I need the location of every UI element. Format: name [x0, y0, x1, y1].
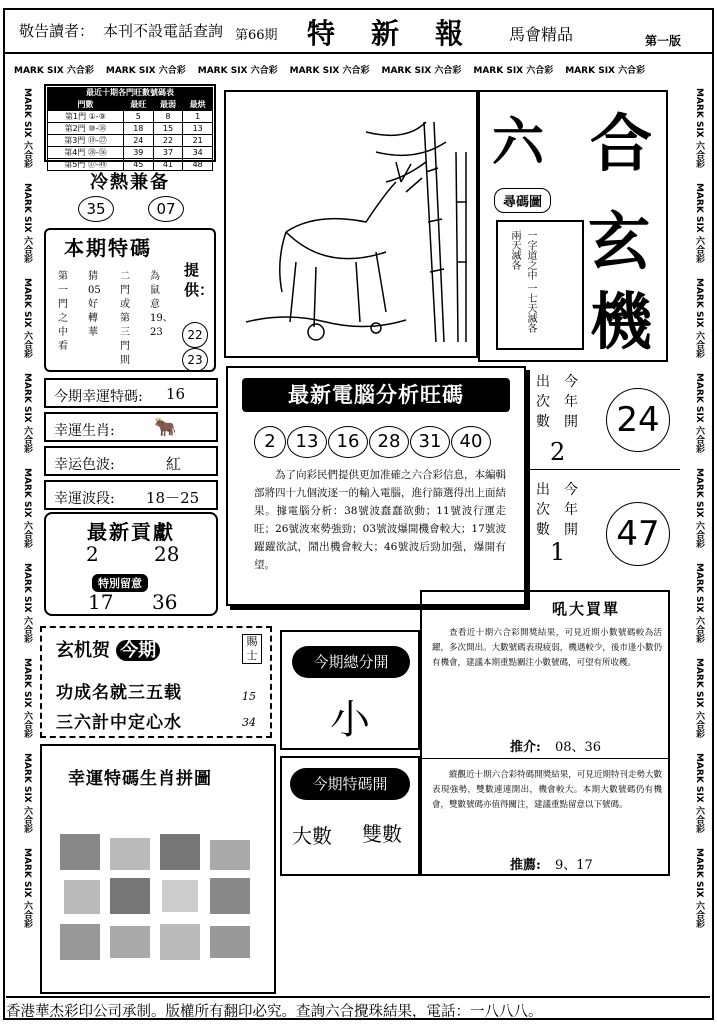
strip-item: MARK SIX 六合彩 — [694, 278, 704, 358]
computer-numbers — [254, 426, 504, 456]
special-code-title: 本期特碼 — [64, 236, 152, 260]
table-row — [48, 123, 213, 135]
number-ball: 40 — [451, 426, 491, 458]
lucky-value: 18－25 — [146, 489, 200, 507]
number-ball: 2 — [254, 426, 286, 458]
table-cell: 48 — [183, 159, 213, 171]
special-open-box — [280, 756, 420, 876]
table-row — [48, 111, 213, 123]
table-cell: 21 — [183, 135, 213, 147]
table-header: 最旺 — [123, 99, 153, 111]
table-header-row — [48, 99, 213, 111]
recommend-row — [510, 854, 593, 873]
contribution-number: 2 — [86, 542, 99, 566]
count-value: 2 — [550, 438, 566, 466]
strip-item: MARK SIX 六合彩 — [694, 88, 704, 168]
table-cell: 5 — [123, 111, 153, 123]
divider — [422, 758, 668, 759]
lucky-row — [44, 378, 218, 408]
count-label: 今年開 — [564, 374, 578, 430]
table-header: 最烘 — [183, 99, 213, 111]
lucky-row — [44, 480, 218, 510]
big-title-char: 玄 — [588, 205, 651, 278]
scroll-text: 一字道之中 一七天滅各 兩天滅各 — [509, 230, 536, 334]
table-cell: 15 — [153, 123, 183, 135]
total-open-box — [280, 630, 420, 750]
ox-icon: 🐂 — [154, 417, 177, 438]
strip-item: MARK SIX 六合彩 — [565, 65, 646, 76]
lucky-row — [44, 412, 218, 442]
xuanji-title-badge: 今期 — [116, 640, 160, 661]
notice-label: 敬告讀者： — [19, 22, 95, 40]
special-code-ball: 22 — [182, 322, 208, 348]
table-cell: 第2門 ⑩-⑱ — [48, 123, 124, 135]
computer-text: 為了向彩民們提供更加准確之六合彩信息，本編輯部將四十九個波逐一的輸入電腦，進行篩選得出上面結果。據電腦分析：38號波蠢蠢欲動；11號波行運走旺；26號波來勢強勁；03號波爆開機會較大；17號波躍躍欲試，鬧出機會較大；46號波后勁加强，爆開有望。 — [254, 469, 506, 571]
strip-item: MARK SIX 六合彩 — [14, 65, 94, 76]
contribution-box — [44, 512, 218, 616]
history-table-title: 最近十期各門旺數號碼表 — [47, 87, 213, 98]
edition-label: 第一版 — [645, 34, 682, 48]
big-title-char: 六 — [492, 112, 545, 173]
scroll-box — [496, 220, 584, 350]
table-row — [48, 147, 213, 159]
header — [5, 10, 712, 54]
table-cell: 第5門 ㊲-㊾ — [48, 159, 124, 171]
lucky-label: 幸運生肖: — [54, 423, 115, 439]
recommend-row — [510, 736, 601, 755]
recommend-value: 08、36 — [554, 740, 602, 755]
computer-analysis-box — [226, 366, 526, 606]
table-header: 最弱 — [153, 99, 183, 111]
table-cell: 39 — [123, 147, 153, 159]
shout-box — [420, 590, 670, 876]
zodiac-puzzle-title: 幸運特碼生肖拼圖 — [68, 769, 212, 789]
xuanji-box — [40, 626, 272, 738]
strip-item: MARK SIX 六合彩 — [22, 753, 32, 833]
xuanji-line2: 三六計中定心水 — [56, 713, 182, 733]
count-number-ball: 47 — [606, 502, 670, 566]
xuanji-title — [56, 636, 160, 662]
history-table-box — [44, 84, 216, 169]
strip-item: MARK SIX 六合彩 — [22, 278, 32, 358]
table-cell: 1 — [183, 111, 213, 123]
strip-item: MARK SIX 六合彩 — [694, 563, 704, 643]
table-cell: 22 — [153, 135, 183, 147]
big-title-char: 合 — [590, 107, 653, 180]
number-ball: 16 — [328, 426, 368, 458]
count-box — [530, 366, 680, 470]
contribution-tag: 特別留意 — [92, 574, 148, 592]
xuanji-title-prefix: 玄机贺 — [56, 640, 110, 661]
contribution-number: 17 — [88, 590, 114, 614]
lucky-label: 今期幸運特碼: — [54, 389, 143, 405]
zodiac-puzzle-box — [40, 744, 276, 994]
xuanji-side-number: 15 — [242, 690, 256, 703]
hot-cold-ball: 35 — [78, 196, 114, 222]
strip-item: MARK SIX 六合彩 — [22, 658, 32, 738]
table-cell: 第1門 ①-⑨ — [48, 111, 124, 123]
strip-item: MARK SIX 六合彩 — [381, 65, 462, 76]
table-cell: 41 — [153, 159, 183, 171]
strip-item: MARK SIX 六合彩 — [694, 658, 704, 738]
zodiac-puzzle-image — [60, 834, 260, 984]
count-number-ball: 24 — [606, 388, 670, 452]
strip-item: MARK SIX 六合彩 — [22, 563, 32, 643]
table-cell: 第4門 ㉘-㊱ — [48, 147, 124, 159]
table-cell: 34 — [183, 147, 213, 159]
hot-cold-box — [44, 164, 216, 224]
strip-item: MARK SIX 六合彩 — [473, 65, 554, 76]
special-open-option: 雙數 — [362, 822, 402, 846]
count-label: 出次數 — [536, 482, 550, 538]
shout-text: 查看近十期六合彩開獎結果，可見近期小數號碼較為活躍，多次開出。大數號碼表現疲弱，機遇較少，後市逢小數仍有機會，建議本期重點關注小數號碼，可望有所收穫。 — [432, 628, 662, 668]
strip-item: MARK SIX 六合彩 — [22, 468, 32, 548]
shout-text: 縱觀近十期六合彩特碼開獎結果，可見近期特刊走勢大數表現強勢，雙數連連開出，機會較大。本期大數號碼仍有機會，雙數號碼亦值得關注，建議重點留意以下號碼。 — [432, 770, 662, 810]
table-cell: 45 — [123, 159, 153, 171]
hot-cold-ball: 07 — [148, 196, 184, 222]
newspaper-title: 特 新 報 — [307, 17, 468, 50]
special-code-box — [44, 228, 216, 372]
lucky-label: 幸运色波: — [54, 457, 115, 473]
strip-item: MARK SIX 六合彩 — [289, 65, 370, 76]
table-cell: 8 — [153, 111, 183, 123]
number-ball: 13 — [287, 426, 327, 458]
special-open-option: 大數 — [292, 824, 332, 848]
strip-item: MARK SIX 六合彩 — [694, 183, 704, 263]
total-open-value: 小 — [330, 697, 370, 743]
lucky-row — [44, 446, 218, 476]
shout-title: 吼大買單 — [552, 600, 621, 618]
footer: 香港華杰彩印公司承制。版權所有翻印必究。查詢六合攪珠結果，電話：一八八八。 — [6, 996, 710, 1021]
contribution-title: 最新貢獻 — [87, 520, 175, 544]
recommend-label: 推介: — [510, 740, 541, 755]
recommend-value: 9、17 — [554, 858, 593, 873]
lucky-label: 幸運波段: — [54, 491, 115, 507]
top-logo-strip — [8, 58, 688, 80]
count-label: 今年開 — [564, 482, 578, 538]
special-code-col2: 猜05好轉華 — [88, 271, 101, 338]
strip-item: MARK SIX 六合彩 — [105, 65, 186, 76]
special-code-col4: 為鼠意19、23 — [150, 271, 173, 338]
liuhe-xuanji-box — [478, 90, 668, 362]
special-code-provide: 提供： — [184, 261, 215, 299]
special-code-ball: 23 — [182, 348, 208, 372]
table-cell: 24 — [123, 135, 153, 147]
strip-item: MARK SIX 六合彩 — [22, 88, 32, 168]
recommend-label: 推薦: — [510, 858, 541, 873]
table-row — [48, 135, 213, 147]
notice-text: 本刊不設電話查詢 — [103, 22, 224, 40]
strip-item: MARK SIX 六合彩 — [694, 373, 704, 453]
table-cell: 37 — [153, 147, 183, 159]
number-ball: 31 — [410, 426, 450, 458]
contribution-number: 28 — [154, 542, 180, 566]
hot-cold-title: 冷熱兼备 — [90, 172, 170, 193]
history-table — [47, 98, 213, 171]
xuanji-side-tag: 賜士 — [242, 634, 262, 664]
lucky-value: 紅 — [166, 455, 182, 473]
table-cell: 13 — [183, 123, 213, 135]
strip-item: MARK SIX 六合彩 — [694, 753, 704, 833]
issue-number: 第66期 — [235, 28, 278, 43]
xuanji-side-number: 34 — [242, 716, 256, 729]
table-header: 門數 — [48, 99, 124, 111]
deer-illustration-box — [224, 90, 478, 358]
strip-item: MARK SIX 六合彩 — [694, 468, 704, 548]
right-logo-strip — [684, 82, 706, 982]
number-ball: 28 — [369, 426, 409, 458]
special-code-col1: 第一門之中看 — [58, 271, 68, 352]
total-open-label: 今期總分開 — [292, 646, 410, 678]
table-cell: 18 — [123, 123, 153, 135]
strip-item: MARK SIX 六合彩 — [197, 65, 278, 76]
count-box — [530, 474, 680, 582]
strip-item: MARK SIX 六合彩 — [694, 848, 704, 928]
strip-item: MARK SIX 六合彩 — [22, 183, 32, 263]
strip-item: MARK SIX 六合彩 — [22, 848, 32, 928]
table-cell: 第3門 ⑲-㉗ — [48, 135, 124, 147]
lucky-value: 16 — [166, 385, 186, 403]
computer-title: 最新電腦分析旺碼 — [242, 378, 510, 412]
count-value: 1 — [550, 538, 566, 566]
deer-illustration — [226, 92, 476, 356]
contribution-number: 36 — [152, 590, 178, 614]
newspaper-subtitle: 馬會精品 — [509, 25, 574, 44]
special-open-label: 今期特碼開 — [290, 768, 410, 800]
xuanji-line1: 功成名就三五载 — [56, 683, 182, 703]
special-code-col3: 二門或第三門則 — [120, 271, 130, 366]
count-label: 出次數 — [536, 374, 550, 430]
strip-item: MARK SIX 六合彩 — [22, 373, 32, 453]
left-logo-strip — [12, 82, 34, 982]
hint-label: 尋碼圖 — [494, 188, 551, 213]
big-title-char: 機 — [590, 285, 653, 358]
